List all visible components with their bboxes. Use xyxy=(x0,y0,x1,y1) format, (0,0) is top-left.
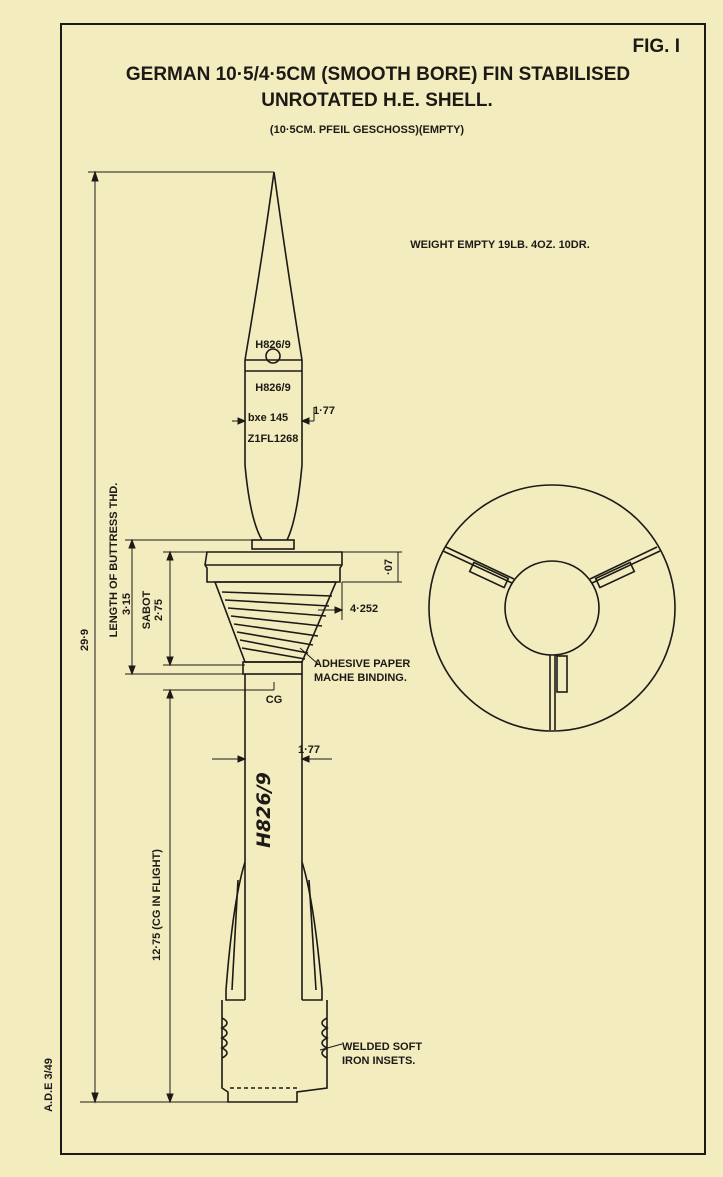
buttress-value: 3·15 xyxy=(121,592,133,616)
subtitle: (10·5CM. PFEIL GESCHOSS)(EMPTY) xyxy=(269,124,465,136)
insets-callout-2: IRON INSETS. xyxy=(342,1055,416,1067)
nose-stamp: H826/9 xyxy=(255,339,291,351)
sheet-border xyxy=(61,24,705,1154)
shell-outline xyxy=(205,172,342,1102)
buttress-label: LENGTH OF BUTTRESS THD. xyxy=(108,482,120,638)
sabot-diameter-label: 4·252 xyxy=(350,603,379,615)
sabot-value: 2·75 xyxy=(153,598,165,622)
binding-callout-1: ADHESIVE PAPER xyxy=(314,658,411,670)
cg-flight-label: 12·75 (CG IN FLIGHT) xyxy=(151,849,163,961)
sabot-label: SABOT xyxy=(141,590,153,630)
binding-callout-2: MACHE BINDING. xyxy=(314,672,407,684)
insets-callout-1: WELDED SOFT xyxy=(342,1041,423,1053)
end-view xyxy=(429,485,675,731)
overall-length-label: 29·9 xyxy=(79,628,91,652)
weight-note: WEIGHT EMPTY 19LB. 4OZ. 10DR. xyxy=(410,239,590,251)
tail-stamp: H826/9 xyxy=(253,772,275,848)
diameter-lower-label: 1·77 xyxy=(298,744,321,756)
diameter-upper-label: 1·77 xyxy=(313,405,336,417)
side-reference: A.D.E 3/49 xyxy=(43,1058,55,1112)
body-stamp-2: bxe 145 xyxy=(247,412,289,424)
body-stamp-1: H826/9 xyxy=(255,382,291,394)
title-line-1: GERMAN 10·5/4·5CM (SMOOTH BORE) FIN STABILISED xyxy=(125,64,631,85)
sabot-step-label: ·07 xyxy=(383,559,395,575)
title-line-2: UNROTATED H.E. SHELL. xyxy=(261,90,493,111)
fig-label: FIG. I xyxy=(632,36,680,57)
body-stamp-3: Z1FL1268 xyxy=(247,433,299,445)
dimension-lines xyxy=(80,172,402,1102)
cg-mark: CG xyxy=(265,694,283,706)
